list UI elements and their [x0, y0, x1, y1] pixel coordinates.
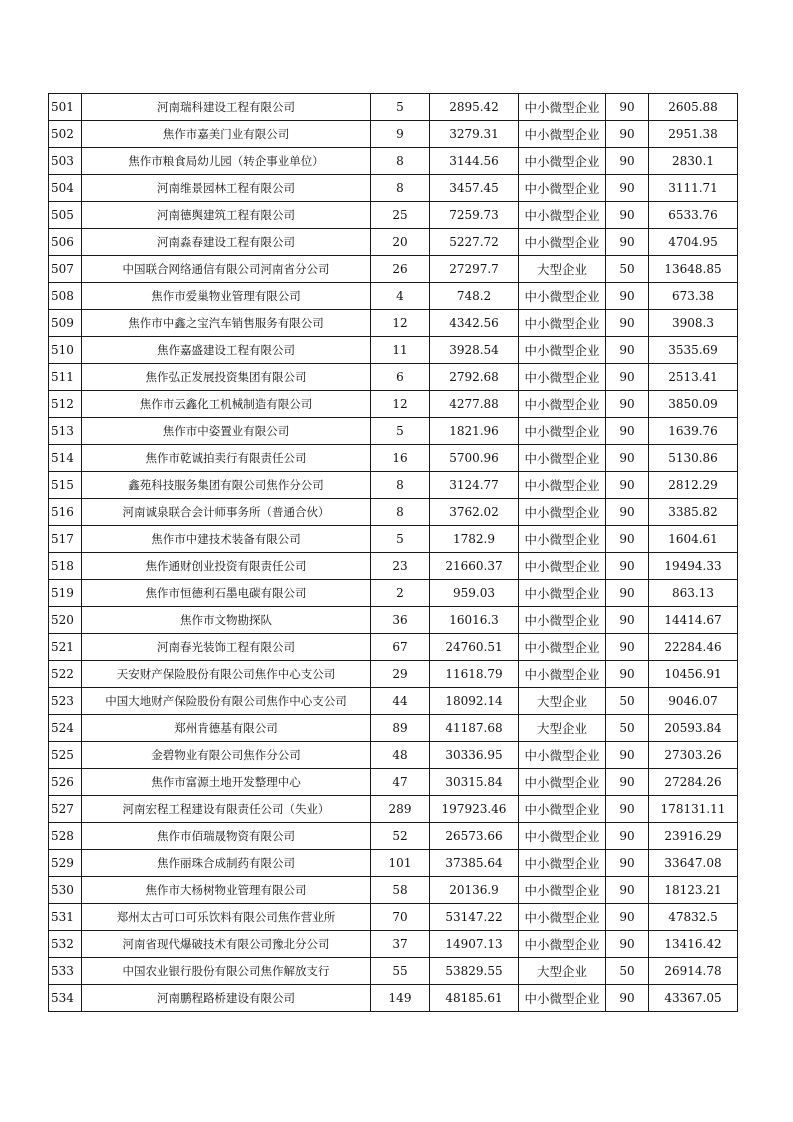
- company-name-cell: 焦作市富源土地开发整理中心: [82, 769, 371, 796]
- refund-rate-cell: 90: [606, 850, 649, 877]
- row-number-cell: 504: [49, 175, 82, 202]
- employee-count-cell: 23: [371, 553, 430, 580]
- company-name-cell: 中国农业银行股份有限公司焦作解放支行: [82, 958, 371, 985]
- row-number-cell: 520: [49, 607, 82, 634]
- table-row: [49, 688, 738, 715]
- row-number-cell: 530: [49, 877, 82, 904]
- row-number-cell: 502: [49, 121, 82, 148]
- company-name-cell: 焦作通财创业投资有限责任公司: [82, 553, 371, 580]
- row-number-cell: 518: [49, 553, 82, 580]
- subsidy-amount-cell: 22284.46: [649, 634, 738, 661]
- refund-rate-cell: 50: [606, 688, 649, 715]
- refund-rate-cell: 90: [606, 94, 649, 121]
- employee-count-cell: 8: [371, 175, 430, 202]
- paid-amount-cell: 2792.68: [430, 364, 519, 391]
- enterprise-type-cell: 中小微型企业: [519, 148, 606, 175]
- enterprise-type-cell: 大型企业: [519, 958, 606, 985]
- enterprise-type-cell: 中小微型企业: [519, 202, 606, 229]
- table-row: [49, 445, 738, 472]
- company-name-cell: 中国联合网络通信有限公司河南省分公司: [82, 256, 371, 283]
- refund-rate-cell: 90: [606, 337, 649, 364]
- row-number-cell: 524: [49, 715, 82, 742]
- row-number-cell: 516: [49, 499, 82, 526]
- subsidy-amount-cell: 3385.82: [649, 499, 738, 526]
- employee-count-cell: 70: [371, 904, 430, 931]
- employee-count-cell: 29: [371, 661, 430, 688]
- enterprise-type-cell: 中小微型企业: [519, 283, 606, 310]
- row-number-cell: 513: [49, 418, 82, 445]
- employee-count-cell: 52: [371, 823, 430, 850]
- refund-rate-cell: 90: [606, 472, 649, 499]
- paid-amount-cell: 30315.84: [430, 769, 519, 796]
- subsidy-amount-cell: 2605.88: [649, 94, 738, 121]
- company-name-cell: 焦作嘉盛建设工程有限公司: [82, 337, 371, 364]
- company-name-cell: 鑫苑科技服务集团有限公司焦作分公司: [82, 472, 371, 499]
- paid-amount-cell: 53829.55: [430, 958, 519, 985]
- subsidy-amount-cell: 26914.78: [649, 958, 738, 985]
- subsidy-amount-cell: 10456.91: [649, 661, 738, 688]
- row-number-cell: 506: [49, 229, 82, 256]
- table-row: [49, 823, 738, 850]
- row-number-cell: 523: [49, 688, 82, 715]
- company-name-cell: 焦作市佰瑞晟物资有限公司: [82, 823, 371, 850]
- row-number-cell: 519: [49, 580, 82, 607]
- paid-amount-cell: 14907.13: [430, 931, 519, 958]
- subsidy-amount-cell: 673.38: [649, 283, 738, 310]
- enterprise-type-cell: 中小微型企业: [519, 418, 606, 445]
- paid-amount-cell: 48185.61: [430, 985, 519, 1012]
- row-number-cell: 517: [49, 526, 82, 553]
- paid-amount-cell: 27297.7: [430, 256, 519, 283]
- company-name-cell: 焦作市恒德利石墨电碳有限公司: [82, 580, 371, 607]
- row-number-cell: 510: [49, 337, 82, 364]
- subsidy-table: [48, 93, 738, 1012]
- paid-amount-cell: 197923.46: [430, 796, 519, 823]
- enterprise-type-cell: 中小微型企业: [519, 931, 606, 958]
- company-name-cell: 焦作市中建技术装备有限公司: [82, 526, 371, 553]
- table-row: [49, 310, 738, 337]
- row-number-cell: 527: [49, 796, 82, 823]
- paid-amount-cell: 53147.22: [430, 904, 519, 931]
- table-row: [49, 391, 738, 418]
- enterprise-type-cell: 中小微型企业: [519, 553, 606, 580]
- enterprise-type-cell: 大型企业: [519, 715, 606, 742]
- company-name-cell: 焦作市爱巢物业管理有限公司: [82, 283, 371, 310]
- subsidy-amount-cell: 9046.07: [649, 688, 738, 715]
- table-row: [49, 364, 738, 391]
- enterprise-type-cell: 中小微型企业: [519, 580, 606, 607]
- paid-amount-cell: 3762.02: [430, 499, 519, 526]
- table-row: [49, 175, 738, 202]
- enterprise-type-cell: 大型企业: [519, 256, 606, 283]
- enterprise-type-cell: 中小微型企业: [519, 823, 606, 850]
- table-row: [49, 634, 738, 661]
- table-row: [49, 742, 738, 769]
- row-number-cell: 521: [49, 634, 82, 661]
- company-name-cell: 中国大地财产保险股份有限公司焦作中心支公司: [82, 688, 371, 715]
- row-number-cell: 511: [49, 364, 82, 391]
- employee-count-cell: 37: [371, 931, 430, 958]
- table-row: [49, 283, 738, 310]
- refund-rate-cell: 90: [606, 121, 649, 148]
- refund-rate-cell: 90: [606, 202, 649, 229]
- subsidy-amount-cell: 3111.71: [649, 175, 738, 202]
- refund-rate-cell: 90: [606, 499, 649, 526]
- refund-rate-cell: 90: [606, 607, 649, 634]
- paid-amount-cell: 1821.96: [430, 418, 519, 445]
- subsidy-amount-cell: 1639.76: [649, 418, 738, 445]
- company-name-cell: 焦作弘正发展投资集团有限公司: [82, 364, 371, 391]
- paid-amount-cell: 24760.51: [430, 634, 519, 661]
- paid-amount-cell: 748.2: [430, 283, 519, 310]
- employee-count-cell: 8: [371, 472, 430, 499]
- table-row: [49, 337, 738, 364]
- paid-amount-cell: 3928.54: [430, 337, 519, 364]
- refund-rate-cell: 90: [606, 553, 649, 580]
- employee-count-cell: 5: [371, 94, 430, 121]
- row-number-cell: 508: [49, 283, 82, 310]
- subsidy-amount-cell: 1604.61: [649, 526, 738, 553]
- subsidy-amount-cell: 178131.11: [649, 796, 738, 823]
- employee-count-cell: 89: [371, 715, 430, 742]
- refund-rate-cell: 90: [606, 148, 649, 175]
- subsidy-amount-cell: 5130.86: [649, 445, 738, 472]
- company-name-cell: 焦作市文物勘探队: [82, 607, 371, 634]
- enterprise-type-cell: 中小微型企业: [519, 175, 606, 202]
- document-page: [48, 93, 738, 1012]
- enterprise-type-cell: 中小微型企业: [519, 877, 606, 904]
- employee-count-cell: 58: [371, 877, 430, 904]
- table-row: [49, 526, 738, 553]
- enterprise-type-cell: 中小微型企业: [519, 742, 606, 769]
- table-row: [49, 94, 738, 121]
- table-row: [49, 931, 738, 958]
- subsidy-amount-cell: 33647.08: [649, 850, 738, 877]
- employee-count-cell: 9: [371, 121, 430, 148]
- employee-count-cell: 16: [371, 445, 430, 472]
- refund-rate-cell: 90: [606, 418, 649, 445]
- refund-rate-cell: 90: [606, 985, 649, 1012]
- subsidy-amount-cell: 3535.69: [649, 337, 738, 364]
- row-number-cell: 528: [49, 823, 82, 850]
- refund-rate-cell: 90: [606, 391, 649, 418]
- company-name-cell: 焦作丽珠合成制药有限公司: [82, 850, 371, 877]
- company-name-cell: 焦作市大杨树物业管理有限公司: [82, 877, 371, 904]
- enterprise-type-cell: 中小微型企业: [519, 94, 606, 121]
- employee-count-cell: 5: [371, 526, 430, 553]
- subsidy-amount-cell: 18123.21: [649, 877, 738, 904]
- employee-count-cell: 25: [371, 202, 430, 229]
- employee-count-cell: 11: [371, 337, 430, 364]
- company-name-cell: 焦作市乾诚拍卖行有限责任公司: [82, 445, 371, 472]
- subsidy-amount-cell: 27284.26: [649, 769, 738, 796]
- paid-amount-cell: 30336.95: [430, 742, 519, 769]
- table-row: [49, 580, 738, 607]
- employee-count-cell: 6: [371, 364, 430, 391]
- company-name-cell: 河南德舆建筑工程有限公司: [82, 202, 371, 229]
- company-name-cell: 河南春光装饰工程有限公司: [82, 634, 371, 661]
- employee-count-cell: 12: [371, 310, 430, 337]
- table-row: [49, 904, 738, 931]
- refund-rate-cell: 90: [606, 904, 649, 931]
- row-number-cell: 529: [49, 850, 82, 877]
- enterprise-type-cell: 中小微型企业: [519, 337, 606, 364]
- paid-amount-cell: 11618.79: [430, 661, 519, 688]
- row-number-cell: 531: [49, 904, 82, 931]
- company-name-cell: 焦作市中姿置业有限公司: [82, 418, 371, 445]
- subsidy-amount-cell: 4704.95: [649, 229, 738, 256]
- subsidy-amount-cell: 6533.76: [649, 202, 738, 229]
- paid-amount-cell: 7259.73: [430, 202, 519, 229]
- row-number-cell: 501: [49, 94, 82, 121]
- refund-rate-cell: 90: [606, 634, 649, 661]
- refund-rate-cell: 90: [606, 769, 649, 796]
- row-number-cell: 512: [49, 391, 82, 418]
- paid-amount-cell: 2895.42: [430, 94, 519, 121]
- company-name-cell: 金碧物业有限公司焦作分公司: [82, 742, 371, 769]
- paid-amount-cell: 3144.56: [430, 148, 519, 175]
- table-row: [49, 715, 738, 742]
- employee-count-cell: 101: [371, 850, 430, 877]
- subsidy-amount-cell: 13416.42: [649, 931, 738, 958]
- subsidy-amount-cell: 23916.29: [649, 823, 738, 850]
- subsidy-amount-cell: 27303.26: [649, 742, 738, 769]
- company-name-cell: 河南诚泉联合会计师事务所（普通合伙）: [82, 499, 371, 526]
- enterprise-type-cell: 中小微型企业: [519, 229, 606, 256]
- employee-count-cell: 20: [371, 229, 430, 256]
- enterprise-type-cell: 中小微型企业: [519, 634, 606, 661]
- subsidy-amount-cell: 3908.3: [649, 310, 738, 337]
- subsidy-amount-cell: 863.13: [649, 580, 738, 607]
- row-number-cell: 505: [49, 202, 82, 229]
- enterprise-type-cell: 中小微型企业: [519, 121, 606, 148]
- subsidy-amount-cell: 14414.67: [649, 607, 738, 634]
- enterprise-type-cell: 中小微型企业: [519, 391, 606, 418]
- paid-amount-cell: 21660.37: [430, 553, 519, 580]
- row-number-cell: 514: [49, 445, 82, 472]
- enterprise-type-cell: 中小微型企业: [519, 607, 606, 634]
- row-number-cell: 503: [49, 148, 82, 175]
- paid-amount-cell: 4277.88: [430, 391, 519, 418]
- refund-rate-cell: 90: [606, 229, 649, 256]
- paid-amount-cell: 959.03: [430, 580, 519, 607]
- subsidy-amount-cell: 43367.05: [649, 985, 738, 1012]
- refund-rate-cell: 90: [606, 823, 649, 850]
- row-number-cell: 507: [49, 256, 82, 283]
- enterprise-type-cell: 中小微型企业: [519, 526, 606, 553]
- refund-rate-cell: 90: [606, 310, 649, 337]
- refund-rate-cell: 50: [606, 256, 649, 283]
- enterprise-type-cell: 中小微型企业: [519, 310, 606, 337]
- company-name-cell: 郑州肯德基有限公司: [82, 715, 371, 742]
- paid-amount-cell: 41187.68: [430, 715, 519, 742]
- enterprise-type-cell: 中小微型企业: [519, 364, 606, 391]
- table-row: [49, 877, 738, 904]
- subsidy-amount-cell: 2513.41: [649, 364, 738, 391]
- employee-count-cell: 67: [371, 634, 430, 661]
- company-name-cell: 河南宏程工程建设有限责任公司（失业）: [82, 796, 371, 823]
- refund-rate-cell: 90: [606, 283, 649, 310]
- paid-amount-cell: 4342.56: [430, 310, 519, 337]
- company-name-cell: 河南维景园林工程有限公司: [82, 175, 371, 202]
- company-name-cell: 天安财产保险股份有限公司焦作中心支公司: [82, 661, 371, 688]
- table-row: [49, 202, 738, 229]
- company-name-cell: 焦作市嘉美门业有限公司: [82, 121, 371, 148]
- refund-rate-cell: 50: [606, 958, 649, 985]
- paid-amount-cell: 5700.96: [430, 445, 519, 472]
- subsidy-amount-cell: 20593.84: [649, 715, 738, 742]
- company-name-cell: 郑州太古可口可乐饮料有限公司焦作营业所: [82, 904, 371, 931]
- employee-count-cell: 44: [371, 688, 430, 715]
- table-row: [49, 661, 738, 688]
- row-number-cell: 533: [49, 958, 82, 985]
- enterprise-type-cell: 中小微型企业: [519, 796, 606, 823]
- refund-rate-cell: 90: [606, 742, 649, 769]
- subsidy-amount-cell: 2951.38: [649, 121, 738, 148]
- employee-count-cell: 5: [371, 418, 430, 445]
- paid-amount-cell: 18092.14: [430, 688, 519, 715]
- company-name-cell: 河南省现代爆破技术有限公司豫北分公司: [82, 931, 371, 958]
- subsidy-amount-cell: 19494.33: [649, 553, 738, 580]
- company-name-cell: 焦作市粮食局幼儿园（转企事业单位）: [82, 148, 371, 175]
- row-number-cell: 532: [49, 931, 82, 958]
- paid-amount-cell: 37385.64: [430, 850, 519, 877]
- row-number-cell: 515: [49, 472, 82, 499]
- paid-amount-cell: 3124.77: [430, 472, 519, 499]
- company-name-cell: 河南鹏程路桥建设有限公司: [82, 985, 371, 1012]
- employee-count-cell: 8: [371, 148, 430, 175]
- company-name-cell: 河南瑞科建设工程有限公司: [82, 94, 371, 121]
- employee-count-cell: 55: [371, 958, 430, 985]
- paid-amount-cell: 20136.9: [430, 877, 519, 904]
- row-number-cell: 526: [49, 769, 82, 796]
- refund-rate-cell: 90: [606, 661, 649, 688]
- table-row: [49, 607, 738, 634]
- refund-rate-cell: 90: [606, 364, 649, 391]
- refund-rate-cell: 90: [606, 526, 649, 553]
- employee-count-cell: 12: [371, 391, 430, 418]
- table-row: [49, 553, 738, 580]
- employee-count-cell: 4: [371, 283, 430, 310]
- table-row: [49, 418, 738, 445]
- enterprise-type-cell: 中小微型企业: [519, 445, 606, 472]
- employee-count-cell: 2: [371, 580, 430, 607]
- paid-amount-cell: 16016.3: [430, 607, 519, 634]
- subsidy-amount-cell: 2830.1: [649, 148, 738, 175]
- table-row: [49, 472, 738, 499]
- employee-count-cell: 289: [371, 796, 430, 823]
- refund-rate-cell: 90: [606, 877, 649, 904]
- table-row: [49, 985, 738, 1012]
- table-row: [49, 796, 738, 823]
- refund-rate-cell: 90: [606, 580, 649, 607]
- table-row: [49, 256, 738, 283]
- employee-count-cell: 8: [371, 499, 430, 526]
- paid-amount-cell: 5227.72: [430, 229, 519, 256]
- enterprise-type-cell: 中小微型企业: [519, 769, 606, 796]
- table-row: [49, 850, 738, 877]
- enterprise-type-cell: 中小微型企业: [519, 985, 606, 1012]
- subsidy-amount-cell: 2812.29: [649, 472, 738, 499]
- row-number-cell: 534: [49, 985, 82, 1012]
- company-name-cell: 焦作市云鑫化工机械制造有限公司: [82, 391, 371, 418]
- table-row: [49, 958, 738, 985]
- enterprise-type-cell: 中小微型企业: [519, 499, 606, 526]
- subsidy-amount-cell: 3850.09: [649, 391, 738, 418]
- table-row: [49, 121, 738, 148]
- employee-count-cell: 36: [371, 607, 430, 634]
- row-number-cell: 509: [49, 310, 82, 337]
- subsidy-amount-cell: 47832.5: [649, 904, 738, 931]
- paid-amount-cell: 1782.9: [430, 526, 519, 553]
- table-row: [49, 769, 738, 796]
- subsidy-amount-cell: 13648.85: [649, 256, 738, 283]
- employee-count-cell: 47: [371, 769, 430, 796]
- enterprise-type-cell: 中小微型企业: [519, 472, 606, 499]
- employee-count-cell: 149: [371, 985, 430, 1012]
- enterprise-type-cell: 中小微型企业: [519, 904, 606, 931]
- row-number-cell: 525: [49, 742, 82, 769]
- employee-count-cell: 48: [371, 742, 430, 769]
- refund-rate-cell: 90: [606, 175, 649, 202]
- refund-rate-cell: 90: [606, 796, 649, 823]
- refund-rate-cell: 90: [606, 931, 649, 958]
- paid-amount-cell: 3279.31: [430, 121, 519, 148]
- refund-rate-cell: 90: [606, 445, 649, 472]
- table-body: [49, 94, 738, 1012]
- table-row: [49, 229, 738, 256]
- employee-count-cell: 26: [371, 256, 430, 283]
- table-row: [49, 148, 738, 175]
- paid-amount-cell: 3457.45: [430, 175, 519, 202]
- enterprise-type-cell: 大型企业: [519, 688, 606, 715]
- company-name-cell: 焦作市中鑫之宝汽车销售服务有限公司: [82, 310, 371, 337]
- enterprise-type-cell: 中小微型企业: [519, 661, 606, 688]
- refund-rate-cell: 50: [606, 715, 649, 742]
- enterprise-type-cell: 中小微型企业: [519, 850, 606, 877]
- company-name-cell: 河南淼春建设工程有限公司: [82, 229, 371, 256]
- paid-amount-cell: 26573.66: [430, 823, 519, 850]
- table-row: [49, 499, 738, 526]
- row-number-cell: 522: [49, 661, 82, 688]
